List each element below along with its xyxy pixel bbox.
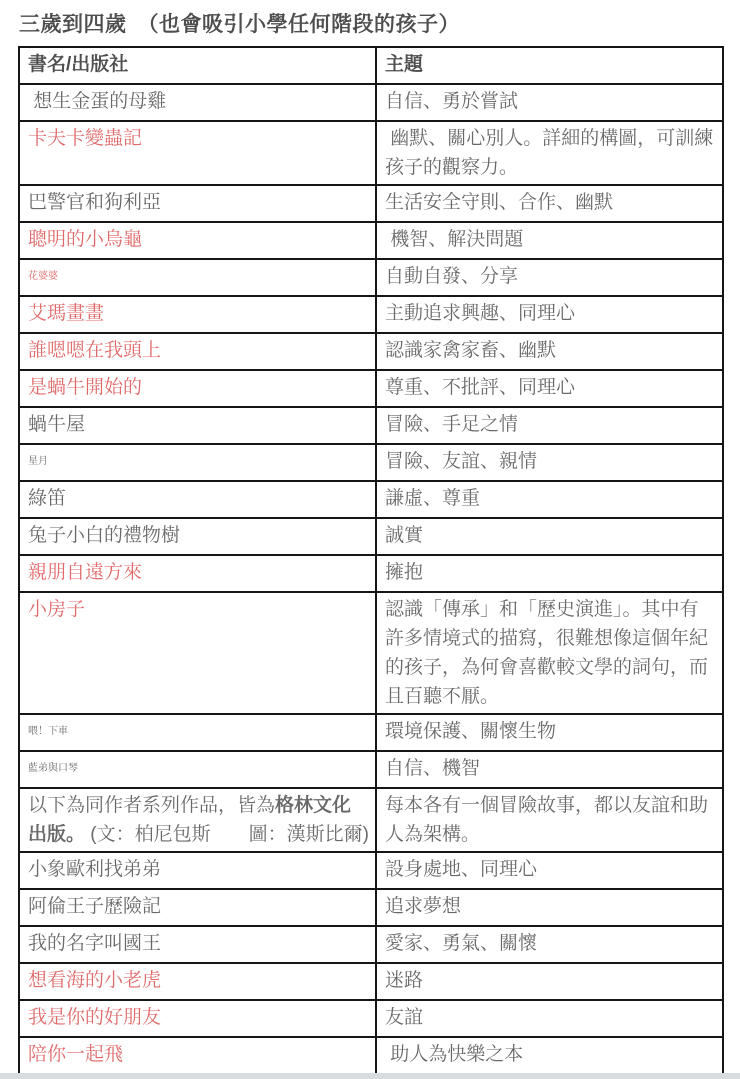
book-title-cell: 陪你一起飛 bbox=[19, 1037, 376, 1074]
table-row bbox=[19, 444, 723, 481]
table-row bbox=[19, 222, 723, 259]
book-title-cell: 我的名字叫國王 bbox=[19, 926, 376, 963]
theme-cell: 迷路 bbox=[376, 963, 723, 1000]
table-row bbox=[19, 481, 723, 518]
theme-cell: 認識家禽家畜、幽默 bbox=[376, 333, 723, 370]
theme-cell: 尊重、不批評、同理心 bbox=[376, 370, 723, 407]
book-title-cell: 我是你的好朋友 bbox=[19, 1000, 376, 1037]
table-row bbox=[19, 259, 723, 296]
table-row bbox=[19, 518, 723, 555]
book-title-cell: 喂！下車 bbox=[19, 714, 376, 751]
theme-cell: 幽默、關心別人。詳細的構圖，可訓練孩子的觀察力。 bbox=[376, 121, 723, 185]
table-row bbox=[19, 1000, 723, 1037]
theme-cell: 謙虛、尊重 bbox=[376, 481, 723, 518]
book-title-cell: 艾瑪畫畫 bbox=[19, 296, 376, 333]
table-row bbox=[19, 121, 723, 185]
table-row bbox=[19, 1037, 723, 1074]
table-row bbox=[19, 852, 723, 889]
theme-cell: 擁抱 bbox=[376, 555, 723, 592]
table-row bbox=[19, 889, 723, 926]
table-row bbox=[19, 788, 723, 852]
table-row bbox=[19, 751, 723, 788]
table-row bbox=[19, 333, 723, 370]
theme-cell: 友誼 bbox=[376, 1000, 723, 1037]
book-title-cell: 想看海的小老虎 bbox=[19, 963, 376, 1000]
book-title-cell: 星月 bbox=[19, 444, 376, 481]
book-title-cell bbox=[19, 788, 376, 852]
book-title-cell: 阿倫王子歷險記 bbox=[19, 889, 376, 926]
table-row bbox=[19, 84, 723, 121]
book-title-text: (文：柏尼包斯 圖：漢斯比爾) bbox=[85, 824, 369, 845]
theme-cell: 冒險、手足之情 bbox=[376, 407, 723, 444]
table-row bbox=[19, 296, 723, 333]
table-row bbox=[19, 714, 723, 751]
publisher-bold-text: 格林文化出版。 bbox=[28, 795, 352, 845]
theme-cell: 自信、機智 bbox=[376, 751, 723, 788]
theme-cell: 助人為快樂之本 bbox=[376, 1037, 723, 1074]
book-title-cell: 花婆婆 bbox=[19, 259, 376, 296]
page-title: 三歲到四歲 （也會吸引小學任何階段的孩子） bbox=[19, 13, 460, 36]
book-title-cell: 是蝸牛開始的 bbox=[19, 370, 376, 407]
book-title-text: 以下為同作者系列作品，皆為 bbox=[28, 795, 276, 816]
theme-cell: 追求夢想 bbox=[376, 889, 723, 926]
book-list-table bbox=[18, 46, 724, 1075]
theme-cell: 主動追求興趣、同理心 bbox=[376, 296, 723, 333]
theme-cell: 自信、勇於嘗試 bbox=[376, 84, 723, 121]
book-title-cell: 綠笛 bbox=[19, 481, 376, 518]
header-row bbox=[19, 47, 723, 84]
column-header-theme: 主題 bbox=[376, 47, 723, 84]
book-title-cell: 卡夫卡變蟲記 bbox=[19, 121, 376, 185]
book-title-cell: 小象歐利找弟弟 bbox=[19, 852, 376, 889]
book-title-cell: 想生金蛋的母雞 bbox=[19, 84, 376, 121]
theme-cell: 設身處地、同理心 bbox=[376, 852, 723, 889]
book-title-cell: 聰明的小烏龜 bbox=[19, 222, 376, 259]
table-row bbox=[19, 555, 723, 592]
book-title-cell: 誰嗯嗯在我頭上 bbox=[19, 333, 376, 370]
table-row bbox=[19, 370, 723, 407]
book-title-cell: 巴警官和狗利亞 bbox=[19, 185, 376, 222]
table-row bbox=[19, 592, 723, 714]
book-title-cell: 親朋自遠方來 bbox=[19, 555, 376, 592]
page-bottom-edge bbox=[0, 1073, 740, 1079]
book-title-cell: 小房子 bbox=[19, 592, 376, 714]
theme-cell: 冒險、友誼、親情 bbox=[376, 444, 723, 481]
theme-cell: 誠實 bbox=[376, 518, 723, 555]
table-row bbox=[19, 185, 723, 222]
theme-cell: 認識「傳承」和「歷史演進」。其中有許多情境式的描寫，很難想像這個年紀的孩子，為何會喜歡較文學的詞句，而且百聽不厭。 bbox=[376, 592, 723, 714]
table-header bbox=[19, 47, 723, 84]
table-row bbox=[19, 407, 723, 444]
book-title-cell: 蝸牛屋 bbox=[19, 407, 376, 444]
table-body bbox=[19, 84, 723, 1074]
theme-cell: 生活安全守則、合作、幽默 bbox=[376, 185, 723, 222]
book-title-cell: 藍弟與口琴 bbox=[19, 751, 376, 788]
theme-cell: 自動自發、分享 bbox=[376, 259, 723, 296]
theme-cell: 機智、解決問題 bbox=[376, 222, 723, 259]
table-row bbox=[19, 963, 723, 1000]
column-header-book: 書名/出版社 bbox=[19, 47, 376, 84]
book-title-cell: 兔子小白的禮物樹 bbox=[19, 518, 376, 555]
table-row bbox=[19, 926, 723, 963]
theme-cell: 愛家、勇氣、關懷 bbox=[376, 926, 723, 963]
theme-cell: 每本各有一個冒險故事，都以友誼和助人為架構。 bbox=[376, 788, 723, 852]
theme-cell: 環境保護、關懷生物 bbox=[376, 714, 723, 751]
